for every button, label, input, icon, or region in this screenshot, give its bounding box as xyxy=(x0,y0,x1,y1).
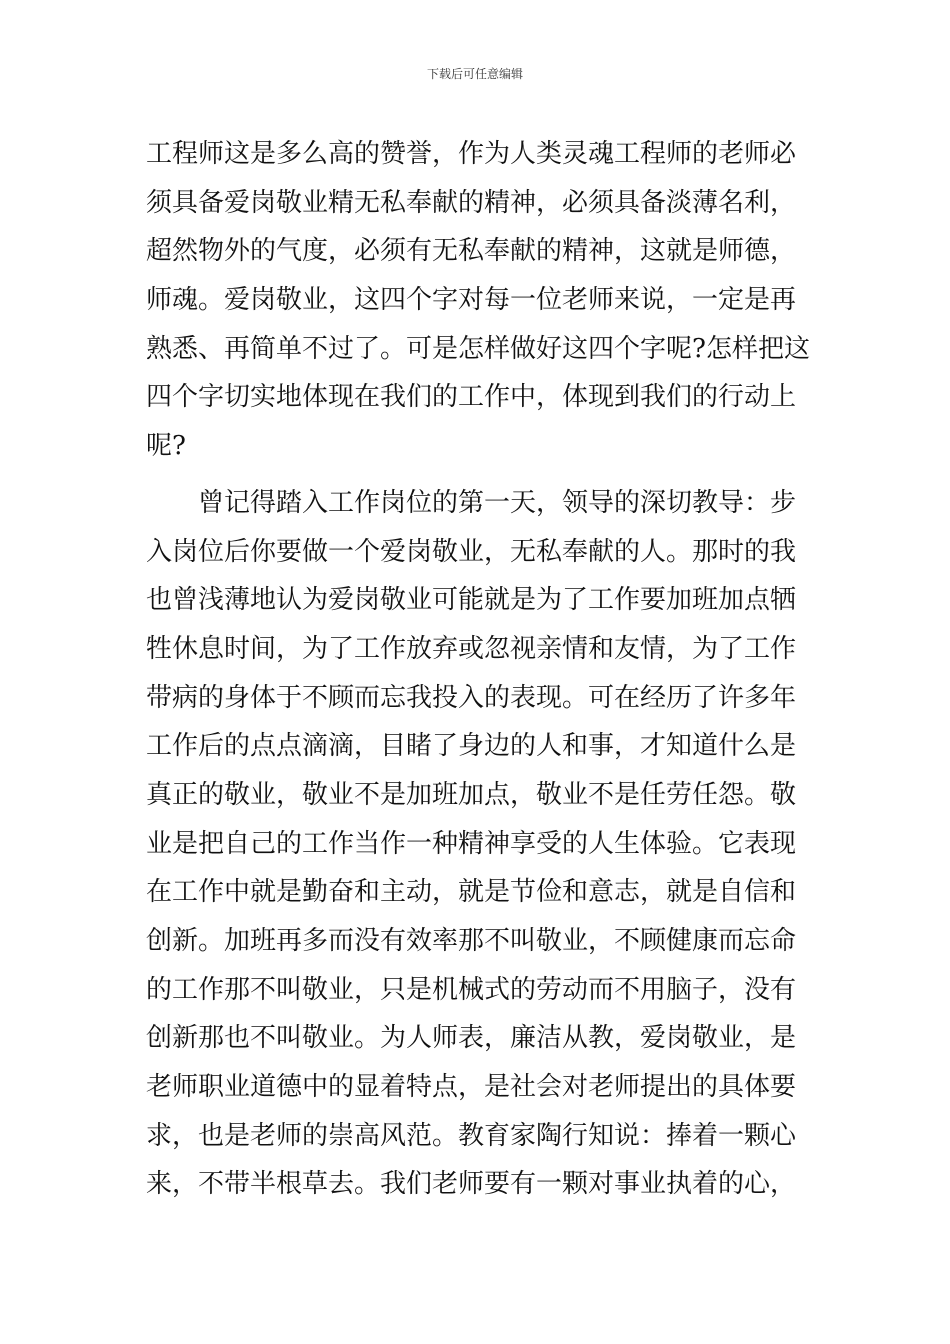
text-line: 创新。加班再多而没有效率那不叫敬业，不顾健康而忘命 xyxy=(146,926,797,956)
text-line: 须具备爱岗敬业精无私奉献的精神，必须具备淡薄名利， xyxy=(146,187,797,218)
text-line: 带病的身体于不顾而忘我投入的表现。可在经历了许多年 xyxy=(146,682,797,713)
text-line xyxy=(146,1209,806,1258)
text-line: 老师职业道德中的显着特点，是社会对老师提出的具体要 xyxy=(146,1072,797,1103)
text-line: 熟悉、再简单不过了。可是怎样做好这四个字呢?怎样把这 xyxy=(146,333,810,364)
text-line: 求，也是老师的崇高风范。教育家陶行知说：捧着一颗心 xyxy=(146,1120,797,1151)
document-body xyxy=(146,130,810,1258)
page-header: 下载后可任意编辑 xyxy=(426,67,523,81)
text-line: 创新那也不叫敬业。为人师表，廉洁从教，爱岗敬业，是 xyxy=(146,1023,797,1054)
paragraph-spacer xyxy=(146,471,806,479)
paragraph-1 xyxy=(146,130,810,471)
paragraph-2 xyxy=(146,479,806,1258)
text-line: 入岗位后你要做一个爱岗敬业，无私奉献的人。那时的我 xyxy=(146,536,797,567)
text-line: 四个字切实地体现在我们的工作中，体现到我们的行动上 xyxy=(146,382,797,413)
text-line: 真正的敬业，敬业不是加班加点，敬业不是任劳任怨。敬 xyxy=(146,779,797,810)
text-line: 工程师这是多么高的赞誉，作为人类灵魂工程师的老师必 xyxy=(146,139,797,169)
text-line: 工作后的点点滴滴，目睹了身边的人和事，才知道什么是 xyxy=(146,731,797,762)
text-line: 业是把自己的工作当作一种精神享受的人生体验。它表现 xyxy=(146,828,797,859)
text-line: 超然物外的气度，必须有无私奉献的精神，这就是师德， xyxy=(146,236,797,267)
text-line: 牲休息时间，为了工作放弃或忽视亲情和友情，为了工作 xyxy=(146,633,797,664)
text-line: 曾记得踏入工作岗位的第一天，领导的深切教导：步 xyxy=(146,487,797,518)
text-line: 的工作那不叫敬业，只是机械式的劳动而不用脑子，没有 xyxy=(146,974,797,1005)
text-line: 师魂。爱岗敬业，这四个字对每一位老师来说，一定是再 xyxy=(146,285,797,316)
text-line: 呢? xyxy=(146,431,186,462)
text-line: 来，不带半根草去。我们老师要有一颗对事业执着的心， xyxy=(146,1169,797,1200)
text-line: 在工作中就是勤奋和主动，就是节俭和意志，就是自信和 xyxy=(146,877,797,908)
text-line: 也曾浅薄地认为爱岗敬业可能就是为了工作要加班加点牺 xyxy=(146,585,797,616)
